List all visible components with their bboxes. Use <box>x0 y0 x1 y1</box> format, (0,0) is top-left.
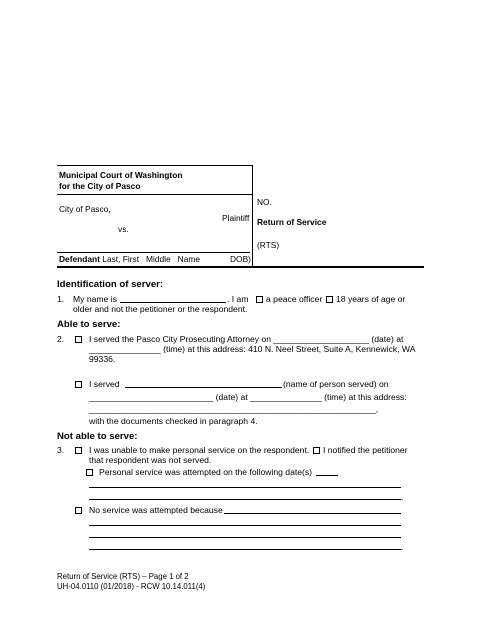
item1-text-c: older and not the petitioner or the respondent. <box>73 304 248 314</box>
no-service-label: No service was attempted because <box>89 505 223 515</box>
served-line4: with the documents checked in paragraph 4. <box>89 416 258 426</box>
item2-number: 2. <box>57 334 65 344</box>
identification-heading: Identification of server: <box>57 279 164 290</box>
document-code: (RTS) <box>257 240 280 250</box>
case-number-label: NO. <box>257 197 272 207</box>
footer-title: Return of Service (RTS) – Page 1 of 2 <box>57 572 189 581</box>
caption-court-rule <box>57 194 253 195</box>
item3-text-b: I notified the petitioner <box>323 445 408 455</box>
item2-line1: I served the Pasco City Prosecuting Attorney on ____________________ (date) at <box>89 334 404 344</box>
item2-line2: _______________ (time) at this address: 410 N. Neel Street, Suite A, Kennewick, WA <box>89 344 416 354</box>
defendant-fields: Last, First Middle Name <box>102 254 201 264</box>
caption-top-rule <box>57 165 253 166</box>
served-text-a: I served <box>89 379 120 389</box>
no-service-reason-line-1[interactable] <box>89 525 401 526</box>
item1-text-b: . I am <box>227 294 249 304</box>
served-line2: __________________________ (date) at _______________ (time) at this address: <box>89 392 407 402</box>
service-attempted-label: Personal service was attempted on the following date(s) <box>99 467 313 477</box>
no-service-reason-line-3[interactable] <box>89 549 401 550</box>
no-service-checkbox[interactable] <box>75 507 82 514</box>
served-line3: ____________________________________________________________, <box>89 404 379 414</box>
service-attempted-checkbox[interactable] <box>86 469 93 476</box>
court-name-line2: for the City of Pasco <box>59 181 141 191</box>
court-name-line1: Municipal Court of Washington <box>59 170 183 180</box>
item3-text-c: that respondent was not served. <box>89 455 212 465</box>
item3-text-a: I was unable to make personal service on the respondent. <box>89 445 310 455</box>
not-able-heading: Not able to serve: <box>57 431 138 442</box>
peace-officer-checkbox[interactable] <box>256 296 263 303</box>
no-service-reason-blank[interactable] <box>224 513 401 514</box>
no-service-period: . <box>401 542 404 552</box>
adult-server-checkbox[interactable] <box>326 296 333 303</box>
attempt-dates-line-2[interactable] <box>89 499 401 500</box>
person-served-blank[interactable] <box>125 387 282 388</box>
adult-server-label: 18 years of age or <box>336 294 406 304</box>
able-heading: Able to serve: <box>57 319 121 330</box>
server-name-blank[interactable] <box>120 302 226 303</box>
plaintiff-name: City of Pasco, <box>59 204 111 214</box>
item1-text-a: My name is <box>73 294 117 304</box>
prosecutor-served-checkbox[interactable] <box>75 336 82 343</box>
attempt-dates-period: . <box>401 492 404 502</box>
defendant-name-line <box>57 252 250 253</box>
notified-petitioner-checkbox[interactable] <box>313 447 320 454</box>
footer-form-code: UH-04.0110 (01/2018) - RCW 10.14.011(4) <box>57 582 206 591</box>
person-served-checkbox[interactable] <box>75 381 82 388</box>
versus-label: vs. <box>118 224 129 234</box>
peace-officer-label: a peace officer <box>266 294 323 304</box>
defendant-caption <box>59 254 200 264</box>
plaintiff-label: Plaintiff <box>222 213 250 223</box>
caption-divider <box>252 165 253 266</box>
page-footer <box>57 572 205 592</box>
served-text-b: (name of person served) on <box>283 379 389 389</box>
caption-bottom-rule <box>57 266 424 268</box>
item3-number: 3. <box>57 445 65 455</box>
defendant-label: Defendant <box>59 254 100 264</box>
document-title: Return of Service <box>257 217 327 227</box>
item1-number: 1. <box>57 294 65 304</box>
dob-label: DOB) <box>230 254 251 264</box>
attempt-dates-blank[interactable] <box>316 475 338 476</box>
item2-line3: 99336. <box>89 354 116 364</box>
no-service-reason-line-2[interactable] <box>89 537 401 538</box>
attempt-dates-line-1[interactable] <box>89 487 401 488</box>
unable-to-serve-checkbox[interactable] <box>75 447 82 454</box>
